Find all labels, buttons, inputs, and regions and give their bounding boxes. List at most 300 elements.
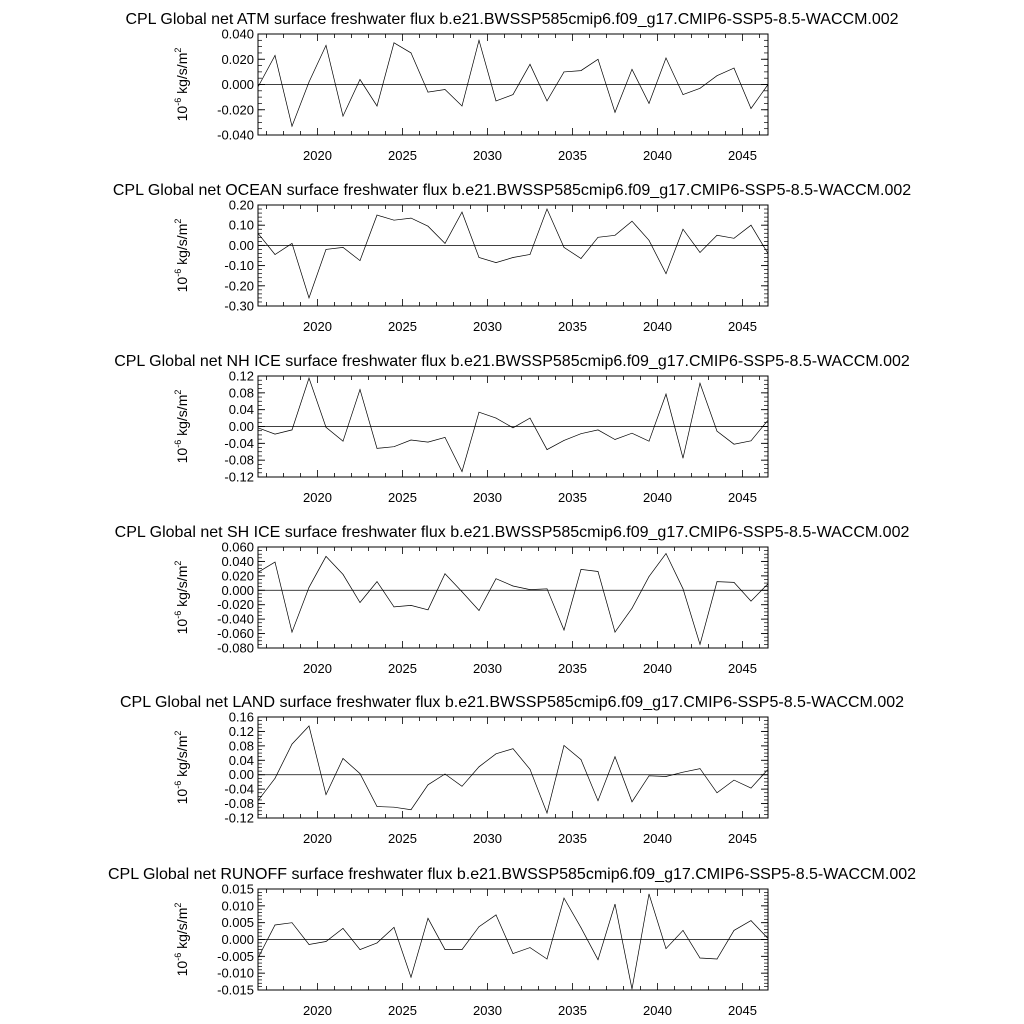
y-tick-label: 0.020 (221, 51, 254, 67)
x-tick-label: 2040 (643, 661, 672, 676)
x-tick-label: 2020 (303, 490, 332, 505)
data-point (326, 249, 327, 250)
data-point (632, 801, 633, 802)
data-point (768, 583, 769, 584)
series-line (258, 726, 768, 813)
y-tick-label: 0.015 (221, 881, 254, 897)
data-point (666, 776, 667, 777)
y-tick-label: -0.12 (224, 469, 254, 485)
plot-frame (258, 717, 768, 818)
y-axis-label-base: 10 (174, 960, 190, 977)
data-point (751, 108, 752, 109)
data-point (428, 226, 429, 227)
data-point (598, 59, 599, 60)
data-point (462, 212, 463, 213)
data-point (666, 58, 667, 59)
data-point (496, 418, 497, 419)
data-point (666, 948, 667, 949)
data-point (326, 941, 327, 942)
data-point (734, 238, 735, 239)
x-tick-label: 2045 (728, 1003, 757, 1018)
x-tick-label: 2030 (473, 148, 502, 163)
x-tick-label: 2020 (303, 319, 332, 334)
data-point (530, 947, 531, 948)
data-point (462, 591, 463, 592)
data-point (496, 101, 497, 102)
data-point (581, 759, 582, 760)
y-axis-label (173, 219, 190, 293)
x-tick-label: 2020 (303, 661, 332, 676)
data-point (700, 644, 701, 645)
series-line (258, 894, 768, 989)
data-point (632, 221, 633, 222)
x-tick-label: 2035 (558, 148, 587, 163)
data-point (258, 800, 259, 801)
data-point (394, 446, 395, 447)
data-point (411, 977, 412, 978)
y-axis-label (173, 903, 190, 977)
data-point (445, 89, 446, 90)
y-tick-label: 0.005 (221, 915, 254, 931)
y-axis-label-exp: -6 (173, 952, 183, 961)
series-line (258, 209, 768, 298)
data-point (309, 587, 310, 588)
y-tick-label: -0.010 (217, 965, 254, 981)
data-point (445, 949, 446, 950)
data-point (343, 758, 344, 759)
y-axis-label-unit-exp: 2 (173, 47, 183, 53)
data-point (615, 632, 616, 633)
data-point (360, 602, 361, 603)
y-tick-label: -0.080 (217, 640, 254, 656)
data-point (683, 772, 684, 773)
x-tick-label: 2025 (388, 1003, 417, 1018)
y-axis-label-unit: kg/s/m (174, 223, 190, 269)
data-point (377, 943, 378, 944)
chart-title: CPL Global net SH ICE surface freshwater flux b.e21.BWSSP585cmip6.f09_g17.CMIP6-SSP5-8.5-WACCM.002 (114, 524, 910, 541)
panel-3 (115, 524, 910, 676)
x-tick-label: 2030 (473, 490, 502, 505)
data-point (700, 252, 701, 253)
data-point (479, 766, 480, 767)
data-point (326, 45, 327, 46)
data-point (649, 894, 650, 895)
data-point (768, 84, 769, 85)
y-tick-label: 0.10 (228, 217, 254, 233)
data-point (683, 229, 684, 230)
x-tick-label: 2045 (728, 490, 757, 505)
data-point (326, 427, 327, 428)
x-tick-label: 2025 (388, 490, 417, 505)
data-point (496, 915, 497, 916)
y-tick-label: -0.005 (217, 948, 254, 964)
data-point (445, 243, 446, 244)
data-point (394, 927, 395, 928)
data-point (734, 780, 735, 781)
data-point (394, 807, 395, 808)
data-point (615, 439, 616, 440)
y-tick-label: -0.040 (217, 611, 254, 627)
panel-2 (114, 353, 910, 505)
data-point (632, 69, 633, 70)
data-point (700, 958, 701, 959)
data-point (258, 572, 259, 573)
x-tick-label: 2025 (388, 661, 417, 676)
data-point (326, 794, 327, 795)
x-tick-label: 2030 (473, 1003, 502, 1018)
data-point (309, 726, 310, 727)
data-point (547, 813, 548, 814)
data-point (513, 427, 514, 428)
x-tick-label: 2020 (303, 831, 332, 846)
y-axis-label (173, 561, 190, 635)
data-point (598, 571, 599, 572)
data-point (768, 253, 769, 254)
data-point (360, 949, 361, 950)
data-point (445, 437, 446, 438)
data-point (428, 609, 429, 610)
data-point (496, 578, 497, 579)
data-point (717, 75, 718, 76)
x-tick-label: 2030 (473, 661, 502, 676)
data-point (717, 431, 718, 432)
data-point (581, 258, 582, 259)
data-point (428, 785, 429, 786)
data-point (513, 94, 514, 95)
data-point (343, 928, 344, 929)
data-point (462, 106, 463, 107)
data-point (530, 418, 531, 419)
data-point (717, 792, 718, 793)
data-point (343, 441, 344, 442)
data-point (258, 87, 259, 88)
y-axis-label-base: 10 (174, 276, 190, 293)
panel-5 (108, 866, 916, 1018)
data-point (717, 235, 718, 236)
x-tick-label: 2045 (728, 319, 757, 334)
data-point (581, 433, 582, 434)
data-point (632, 433, 633, 434)
data-point (462, 471, 463, 472)
data-point (377, 448, 378, 449)
panel-1 (113, 182, 911, 334)
data-point (360, 773, 361, 774)
y-tick-label: 0.08 (228, 385, 254, 401)
plot-frame (258, 547, 768, 648)
series-line (258, 378, 768, 471)
y-tick-label: 0.040 (221, 26, 254, 42)
plot-frame (258, 205, 768, 306)
y-tick-label: 0.04 (228, 752, 254, 768)
data-point (734, 68, 735, 69)
x-tick-label: 2040 (643, 1003, 672, 1018)
data-point (462, 949, 463, 950)
data-point (581, 569, 582, 570)
y-tick-label: 0.16 (228, 709, 254, 725)
x-tick-label: 2025 (388, 319, 417, 334)
x-tick-label: 2030 (473, 831, 502, 846)
data-point (479, 926, 480, 927)
x-tick-label: 2025 (388, 148, 417, 163)
y-axis-label-base: 10 (174, 105, 190, 122)
data-point (479, 257, 480, 258)
data-point (479, 40, 480, 41)
chart-title: CPL Global net NH ICE surface freshwater flux b.e21.BWSSP585cmip6.f09_g17.CMIP6-SSP5-8.5-WACCM.002 (114, 353, 910, 370)
y-axis-label-unit: kg/s/m (174, 52, 190, 98)
x-tick-label: 2035 (558, 490, 587, 505)
data-point (258, 233, 259, 234)
data-point (479, 412, 480, 413)
data-point (292, 430, 293, 431)
data-point (275, 778, 276, 779)
data-point (615, 756, 616, 757)
data-point (564, 247, 565, 248)
data-point (768, 938, 769, 939)
y-tick-label: 0.00 (228, 767, 254, 783)
data-point (377, 581, 378, 582)
data-point (632, 608, 633, 609)
x-tick-label: 2045 (728, 831, 757, 846)
data-point (479, 610, 480, 611)
y-tick-label: 0.000 (221, 582, 254, 598)
data-point (751, 601, 752, 602)
data-point (513, 257, 514, 258)
y-axis-label-unit-exp: 2 (173, 902, 183, 908)
y-axis-label-unit: kg/s/m (174, 907, 190, 953)
data-point (615, 112, 616, 113)
data-point (292, 922, 293, 923)
data-point (666, 553, 667, 554)
data-point (428, 918, 429, 919)
y-tick-label: -0.015 (217, 982, 254, 998)
data-point (411, 218, 412, 219)
y-axis-label-unit-exp: 2 (173, 389, 183, 395)
data-point (649, 103, 650, 104)
data-point (683, 458, 684, 459)
data-point (768, 420, 769, 421)
data-point (598, 237, 599, 238)
data-point (258, 427, 259, 428)
data-point (258, 958, 259, 959)
data-point (513, 586, 514, 587)
data-point (547, 101, 548, 102)
data-point (462, 786, 463, 787)
data-point (683, 589, 684, 590)
y-axis-label-unit-exp: 2 (173, 730, 183, 736)
data-point (309, 378, 310, 379)
y-axis-label-exp: -6 (173, 439, 183, 448)
y-axis-label-base: 10 (174, 447, 190, 464)
data-point (649, 775, 650, 776)
data-point (394, 607, 395, 608)
data-point (343, 574, 344, 575)
y-tick-label: -0.020 (217, 102, 254, 118)
data-point (292, 744, 293, 745)
chart-title: CPL Global net OCEAN surface freshwater flux b.e21.BWSSP585cmip6.f09_g17.CMIP6-SSP5-8.5-WACCM.002 (112, 182, 912, 199)
y-tick-label: -0.020 (217, 597, 254, 613)
y-axis-label-exp: -6 (173, 268, 183, 277)
data-point (360, 389, 361, 390)
x-tick-label: 2040 (643, 148, 672, 163)
x-tick-label: 2025 (388, 831, 417, 846)
data-point (292, 632, 293, 633)
y-axis-label (173, 390, 190, 464)
data-point (734, 582, 735, 583)
y-tick-label: 0.010 (221, 898, 254, 914)
y-tick-label: -0.04 (224, 781, 254, 797)
data-point (547, 589, 548, 590)
data-point (734, 930, 735, 931)
data-point (309, 944, 310, 945)
y-tick-label: -0.04 (224, 435, 254, 451)
data-point (666, 394, 667, 395)
data-point (700, 768, 701, 769)
x-tick-label: 2045 (728, 148, 757, 163)
y-axis-label-unit-exp: 2 (173, 560, 183, 566)
data-point (632, 989, 633, 990)
x-tick-label: 2035 (558, 831, 587, 846)
data-point (496, 753, 497, 754)
y-tick-label: -0.10 (224, 258, 254, 274)
data-point (377, 215, 378, 216)
data-point (700, 383, 701, 384)
data-point (292, 243, 293, 244)
data-point (411, 809, 412, 810)
data-point (564, 72, 565, 73)
data-point (411, 605, 412, 606)
series-line (258, 554, 768, 645)
x-tick-label: 2035 (558, 1003, 587, 1018)
data-point (581, 70, 582, 71)
y-axis-label (173, 731, 190, 805)
y-tick-label: 0.12 (228, 368, 254, 384)
data-point (360, 79, 361, 80)
y-tick-label: -0.08 (224, 452, 254, 468)
data-point (513, 953, 514, 954)
y-tick-label: 0.20 (228, 197, 254, 213)
x-tick-label: 2040 (643, 319, 672, 334)
y-tick-label: -0.30 (224, 298, 254, 314)
y-axis-label-unit: kg/s/m (174, 735, 190, 781)
data-point (275, 55, 276, 56)
x-tick-label: 2020 (303, 148, 332, 163)
data-point (734, 444, 735, 445)
data-point (496, 262, 497, 263)
data-point (309, 298, 310, 299)
data-point (275, 925, 276, 926)
y-axis-label-unit-exp: 2 (173, 218, 183, 224)
data-point (513, 748, 514, 749)
data-point (547, 959, 548, 960)
y-tick-label: 0.08 (228, 738, 254, 754)
data-point (564, 898, 565, 899)
x-tick-label: 2040 (643, 490, 672, 505)
data-point (445, 774, 446, 775)
y-tick-label: 0.04 (228, 402, 254, 418)
y-axis-label (173, 48, 190, 122)
data-point (530, 64, 531, 65)
y-axis-label-exp: -6 (173, 610, 183, 619)
data-point (683, 930, 684, 931)
y-tick-label: -0.08 (224, 796, 254, 812)
data-point (564, 440, 565, 441)
data-point (275, 562, 276, 563)
y-axis-label-unit: kg/s/m (174, 394, 190, 440)
chart-title: CPL Global net ATM surface freshwater flux b.e21.BWSSP585cmip6.f09_g17.CMIP6-SSP5-8.5-WACCM.002 (125, 11, 899, 28)
x-tick-label: 2030 (473, 319, 502, 334)
y-axis-label-unit: kg/s/m (174, 565, 190, 611)
y-tick-label: 0.060 (221, 539, 254, 555)
data-point (768, 769, 769, 770)
y-tick-label: 0.12 (228, 723, 254, 739)
y-tick-label: 0.040 (221, 553, 254, 569)
data-point (394, 43, 395, 44)
x-tick-label: 2020 (303, 1003, 332, 1018)
data-point (377, 806, 378, 807)
y-tick-label: 0.000 (221, 932, 254, 947)
data-point (615, 904, 616, 905)
data-point (530, 254, 531, 255)
y-axis-label-exp: -6 (173, 780, 183, 789)
data-point (564, 745, 565, 746)
data-point (700, 88, 701, 89)
y-tick-label: -0.060 (217, 626, 254, 642)
x-tick-label: 2045 (728, 661, 757, 676)
data-point (564, 630, 565, 631)
y-tick-label: 0.00 (228, 237, 254, 253)
data-point (530, 589, 531, 590)
data-point (649, 240, 650, 241)
data-point (717, 959, 718, 960)
x-tick-label: 2040 (643, 831, 672, 846)
y-tick-label: 0.000 (221, 77, 254, 92)
series-line (258, 40, 768, 126)
x-tick-label: 2035 (558, 319, 587, 334)
data-point (547, 209, 548, 210)
panel-0 (125, 11, 898, 163)
data-point (411, 53, 412, 54)
data-point (530, 769, 531, 770)
data-point (394, 220, 395, 221)
data-point (598, 430, 599, 431)
y-tick-label: 0.00 (228, 419, 254, 434)
data-point (581, 927, 582, 928)
data-point (683, 94, 684, 95)
data-point (309, 82, 310, 83)
chart-title: CPL Global net LAND surface freshwater flux b.e21.BWSSP585cmip6.f09_g17.CMIP6-SSP5-8.5-WACCM.002 (119, 694, 905, 711)
data-point (598, 800, 599, 801)
data-point (275, 254, 276, 255)
data-point (751, 441, 752, 442)
data-point (598, 959, 599, 960)
data-point (751, 920, 752, 921)
data-point (649, 441, 650, 442)
data-point (666, 273, 667, 274)
chart-title: CPL Global net RUNOFF surface freshwater flux b.e21.BWSSP585cmip6.f09_g17.CMIP6-SSP5-8.5-WACCM.002 (107, 866, 917, 883)
y-axis-label-base: 10 (174, 788, 190, 805)
data-point (717, 581, 718, 582)
data-point (360, 260, 361, 261)
y-axis-label-exp: -6 (173, 97, 183, 106)
data-point (343, 247, 344, 248)
x-tick-label: 2035 (558, 661, 587, 676)
data-point (428, 442, 429, 443)
data-point (411, 440, 412, 441)
data-point (275, 434, 276, 435)
data-point (326, 556, 327, 557)
y-tick-label: 0.020 (221, 568, 254, 584)
data-point (751, 788, 752, 789)
